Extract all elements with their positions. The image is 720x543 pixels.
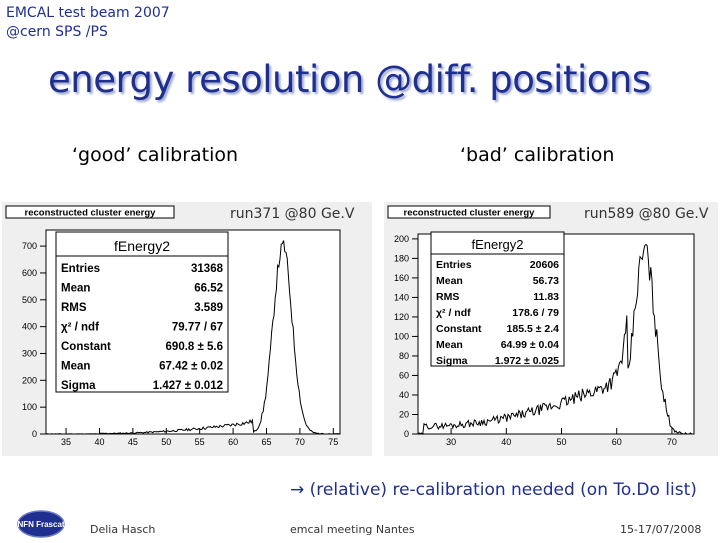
stats-key: Mean	[436, 339, 463, 351]
run-label-good: run371 @80 Ge.V	[230, 206, 355, 222]
stats-value: 1.427 ± 0.012	[152, 380, 223, 392]
frame-title: reconstructed cluster energy	[24, 207, 156, 219]
y-tick-label: 120	[393, 311, 409, 322]
stats-title: fEnergy2	[113, 238, 171, 254]
stats-key: Sigma	[61, 380, 96, 392]
stats-value: 185.5 ± 2.4	[506, 323, 559, 335]
slide-title: energy resolution @diff. positions	[48, 58, 651, 101]
infn-logo	[16, 509, 66, 539]
header-line-1: EMCAL test beam 2007	[6, 5, 170, 21]
y-tick-label: 200	[21, 375, 37, 386]
x-tick-label: 60	[228, 437, 239, 447]
arrow-icon: →	[290, 480, 305, 500]
stats-key: RMS	[61, 302, 87, 314]
stats-value: 31368	[191, 263, 223, 275]
stats-key: χ² / ndf	[61, 321, 99, 334]
stats-value: 79.77 / 67	[171, 321, 223, 334]
stats-value: 56.73	[532, 275, 559, 287]
stats-value: 690.8 ± 5.6	[165, 341, 223, 353]
y-tick-label: 100	[393, 331, 409, 342]
stats-value: 11.83	[533, 291, 559, 303]
logo-text: INFN Frascati	[16, 520, 66, 529]
stats-key: Constant	[436, 323, 482, 335]
histogram-bad-svg	[384, 202, 718, 456]
run-label-bad: run589 @80 Ge.V	[584, 206, 709, 222]
x-tick-label: 55	[194, 437, 205, 447]
y-tick-label: 80	[398, 350, 409, 361]
y-tick-label: 40	[398, 389, 409, 400]
good-calibration-label: ‘good’ calibration	[72, 144, 239, 166]
x-tick-label: 65	[261, 437, 272, 447]
x-tick-label: 30	[446, 437, 457, 447]
stats-key: Mean	[61, 282, 91, 295]
recalibration-note	[290, 480, 697, 500]
y-tick-label: 600	[21, 267, 37, 278]
y-tick-label: 140	[393, 292, 409, 303]
y-tick-label: 0	[31, 429, 37, 439]
histogram-panel-good	[2, 202, 372, 456]
y-tick-label: 400	[21, 321, 37, 332]
x-tick-label: 50	[556, 437, 567, 447]
header-line-2: @cern SPS /PS	[6, 24, 108, 40]
histogram-panel-bad	[384, 202, 718, 456]
stats-value: 20606	[529, 259, 559, 271]
y-tick-label: 160	[393, 272, 409, 283]
stats-value: 3.589	[194, 302, 223, 314]
footer-date: 15-17/07/2008	[620, 523, 702, 536]
footer-meeting: emcal meeting Nantes	[290, 523, 415, 536]
stats-value: 64.99 ± 0.04	[500, 339, 559, 351]
stats-key: Sigma	[436, 355, 468, 367]
x-tick-label: 75	[328, 437, 339, 447]
y-tick-label: 500	[21, 294, 37, 305]
stats-title: fEnergy2	[471, 237, 524, 252]
x-tick-label: 70	[294, 437, 305, 447]
y-tick-label: 60	[398, 370, 409, 381]
x-tick-label: 50	[161, 437, 172, 447]
y-tick-label: 180	[393, 253, 409, 264]
x-tick-label: 40	[501, 437, 512, 447]
x-tick-label: 60	[611, 437, 622, 447]
footer-author: Delia Hasch	[90, 523, 156, 536]
stats-key: Constant	[61, 341, 111, 353]
stats-key: Entries	[61, 263, 100, 275]
y-tick-label: 200	[393, 233, 409, 244]
y-tick-label: 100	[21, 402, 37, 413]
x-tick-label: 35	[61, 437, 72, 447]
y-tick-label: 700	[21, 241, 37, 252]
y-tick-label: 0	[403, 429, 409, 439]
stats-key: Mean	[436, 275, 463, 287]
frame-title: reconstructed cluster energy	[403, 207, 535, 219]
x-tick-label: 40	[94, 437, 105, 447]
stats-key: χ² / ndf	[436, 307, 471, 319]
stats-value: 1.972 ± 0.025	[494, 355, 559, 367]
bad-calibration-label: ‘bad’ calibration	[460, 144, 615, 166]
x-tick-label: 70	[666, 437, 677, 447]
stats-value: 67.42 ± 0.02	[159, 360, 223, 373]
recalibration-note-text: (relative) re-calibration needed (on To.Do list)	[309, 480, 697, 500]
y-tick-label: 300	[21, 348, 37, 359]
x-tick-label: 45	[127, 437, 138, 447]
stats-key: Entries	[436, 259, 472, 271]
histogram-good-svg	[2, 202, 372, 456]
stats-key: Mean	[61, 360, 91, 373]
y-tick-label: 20	[398, 409, 409, 420]
stats-value: 178.6 / 79	[512, 307, 559, 319]
stats-key: RMS	[436, 291, 460, 303]
stats-value: 66.52	[194, 282, 223, 295]
